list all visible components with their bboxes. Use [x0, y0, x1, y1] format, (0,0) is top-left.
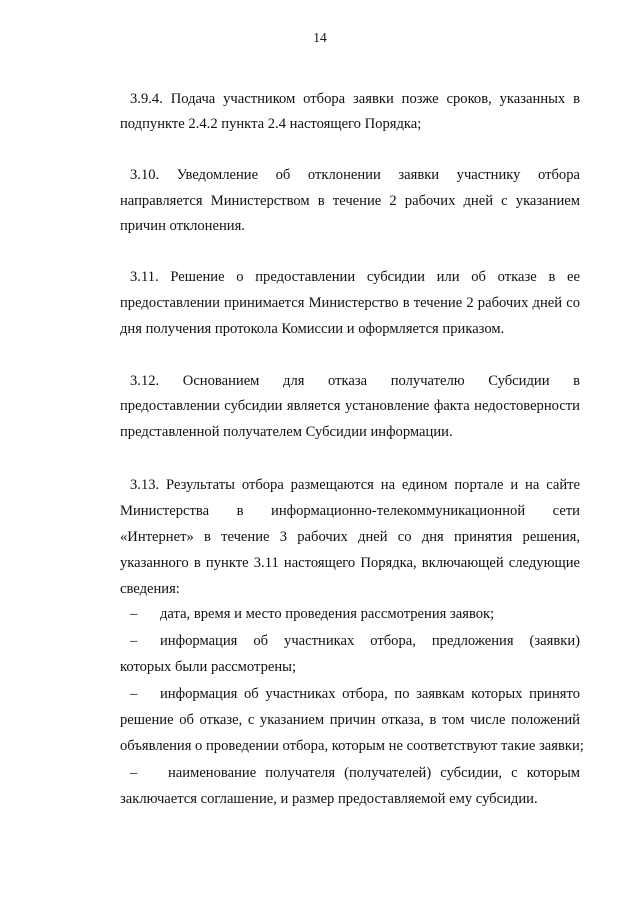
list-item-3-line-2: решение об отказе, с указанием причин отказа, в том числе положений — [120, 712, 580, 728]
paragraph-3-12-line-3: представленной получателем Субсидии информации. — [120, 424, 453, 440]
page-number: 14 — [313, 30, 327, 45]
paragraph-3-13-line-1: 3.13. Результаты отбора размещаются на едином портале и на сайте — [130, 477, 580, 493]
paragraph-3-11-line-1: 3.11. Решение о предоставлении субсидии или об отказе в ее — [130, 269, 580, 285]
paragraph-3-11-line-2: предоставлении принимается Министерство в течение 2 рабочих дней со — [120, 295, 580, 311]
list-item-3-dash: – — [130, 686, 138, 702]
list-item-2-line-2: которых были рассмотрены; — [120, 659, 297, 675]
paragraph-3-13-line-4: указанного в пункте 3.11 настоящего Порядка, включающей следующие — [120, 555, 580, 571]
paragraph-3-12-line-1: 3.12. Основанием для отказа получателю Субсидии в — [130, 373, 580, 389]
paragraph-3-11-line-3: дня получения протокола Комиссии и оформляется приказом. — [120, 321, 505, 337]
paragraph-3-10-line-2: направляется Министерством в течение 2 рабочих дней с указанием — [120, 193, 580, 209]
list-item-3-line-3: объявления о проведении отбора, которым не соответствуют такие заявки; — [120, 738, 584, 754]
paragraph-3-9-4-line-2: подпункте 2.4.2 пункта 2.4 настоящего Порядка; — [120, 116, 422, 132]
paragraph-3-10-line-3: причин отклонения. — [120, 218, 245, 234]
list-item-3-line-1: информация об участниках отбора, по заявкам которых принято — [160, 686, 580, 702]
list-item-1-line-1: дата, время и место проведения рассмотрения заявок; — [160, 606, 495, 622]
paragraph-3-12-line-2: предоставлении субсидии является установление факта недостоверности — [120, 398, 580, 414]
list-item-1-dash: – — [130, 606, 138, 622]
paragraph-3-9-4-line-1: 3.9.4. Подача участником отбора заявки позже сроков, указанных в — [130, 91, 580, 107]
list-item-2-line-1: информация об участниках отбора, предложения (заявки) — [160, 633, 580, 649]
paragraph-3-13-line-2: Министерства в информационно-телекоммуникационной сети — [120, 503, 580, 519]
paragraph-3-10-line-1: 3.10. Уведомление об отклонении заявки участнику отбора — [130, 167, 580, 183]
paragraph-3-13-line-3: «Интернет» в течение 3 рабочих дней со дня принятия решения, — [120, 529, 580, 545]
list-item-2-dash: – — [130, 633, 138, 649]
paragraph-3-13-line-5: сведения: — [120, 581, 180, 597]
list-item-4-line-2: заключается соглашение, и размер предоставляемой ему субсидии. — [120, 791, 538, 807]
list-item-4-dash: – — [130, 765, 138, 781]
list-item-4-line-1: наименование получателя (получателей) субсидии, с которым — [168, 765, 580, 781]
